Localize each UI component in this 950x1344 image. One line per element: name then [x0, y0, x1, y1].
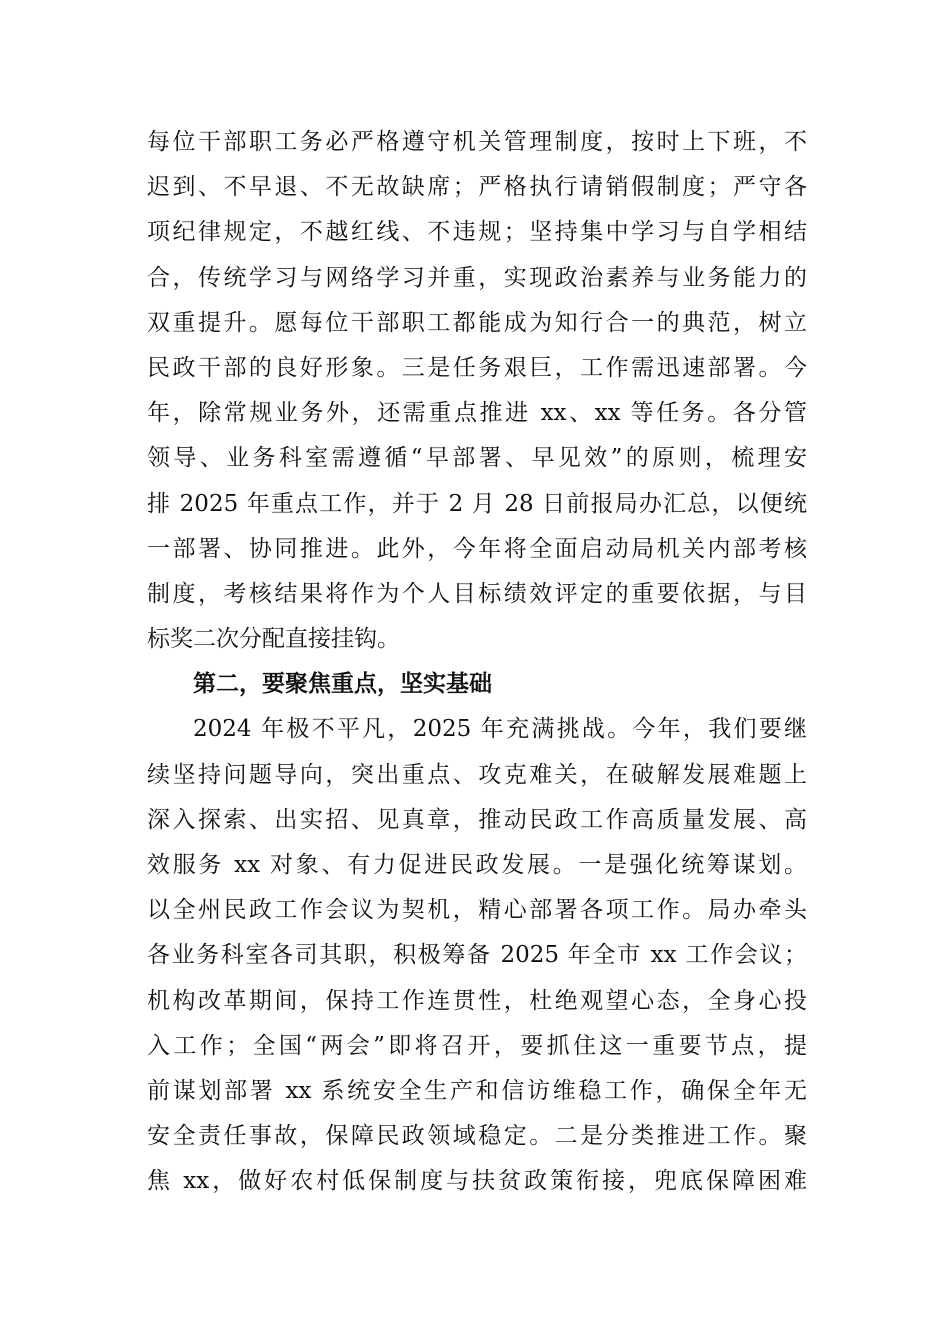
- text-line: 各业务科室各司其职，积极筹备 2025 年全市 xx 工作会议；: [147, 942, 807, 969]
- text-line: 每位干部职工务必严格遵守机关管理制度，按时上下班，不: [147, 129, 807, 155]
- paragraph-continued: [147, 120, 807, 662]
- text-line: 双重提升。愿每位干部职工都能成为知行合一的典范，树立: [147, 309, 807, 336]
- text-line: 深入探索、出实招、见真章，推动民政工作高质量发展、高: [147, 806, 807, 833]
- text-line: 排 2025 年重点工作，并于 2 月 28 日前报局办汇总，以便统: [147, 490, 807, 517]
- text-line: 项纪律规定，不越红线、不违规；坚持集中学习与自学相结: [147, 219, 807, 246]
- text-line: 以全州民政工作会议为契机，精心部署各项工作。局办牵头: [147, 897, 807, 924]
- text-line: 年，除常规业务外，还需重点推进 xx、xx 等任务。各分管: [147, 400, 807, 427]
- section-heading: 第二，要聚焦重点，坚实基础: [193, 671, 492, 698]
- text-line: 前谋划部署 xx 系统安全生产和信访维稳工作，确保全年无: [147, 1077, 807, 1104]
- paragraph-section-two: [147, 707, 807, 1204]
- document-body: [147, 120, 807, 1205]
- text-line: 合，传统学习与网络学习并重，实现政治素养与业务能力的: [147, 264, 807, 291]
- text-line: 续坚持问题导向，突出重点、攻克难关，在破解发展难题上: [147, 761, 807, 788]
- text-line: 迟到、不早退、不无故缺席；严格执行请销假制度；严守各: [147, 174, 807, 201]
- text-line: 2024 年极不平凡，2025 年充满挑战。今年，我们要继: [193, 716, 807, 743]
- text-line: 一部署、协同推进。此外，今年将全面启动局机关内部考核: [147, 535, 807, 562]
- text-line: 机构改革期间，保持工作连贯性，杜绝观望心态，全身心投: [147, 987, 807, 1014]
- text-line: 标奖二次分配直接挂钩。: [147, 626, 400, 653]
- text-line: 安全责任事故，保障民政领域稳定。二是分类推进工作。聚: [147, 1123, 807, 1150]
- text-line: 焦 xx，做好农村低保制度与扶贫政策衔接，兜底保障困难: [147, 1168, 807, 1195]
- text-line: 民政干部的良好形象。三是任务艰巨，工作需迅速部署。今: [147, 354, 807, 381]
- text-line: 入工作；全国“两会”即将召开，要抓住这一重要节点，提: [147, 1032, 807, 1059]
- text-line: 效服务 xx 对象、有力促进民政发展。一是强化统筹谋划。: [147, 852, 807, 878]
- text-line: 制度，考核结果将作为个人目标绩效评定的重要依据，与目: [147, 580, 807, 607]
- text-line: 领导、业务科室需遵循“早部署、早见效”的原则，梳理安: [147, 445, 807, 472]
